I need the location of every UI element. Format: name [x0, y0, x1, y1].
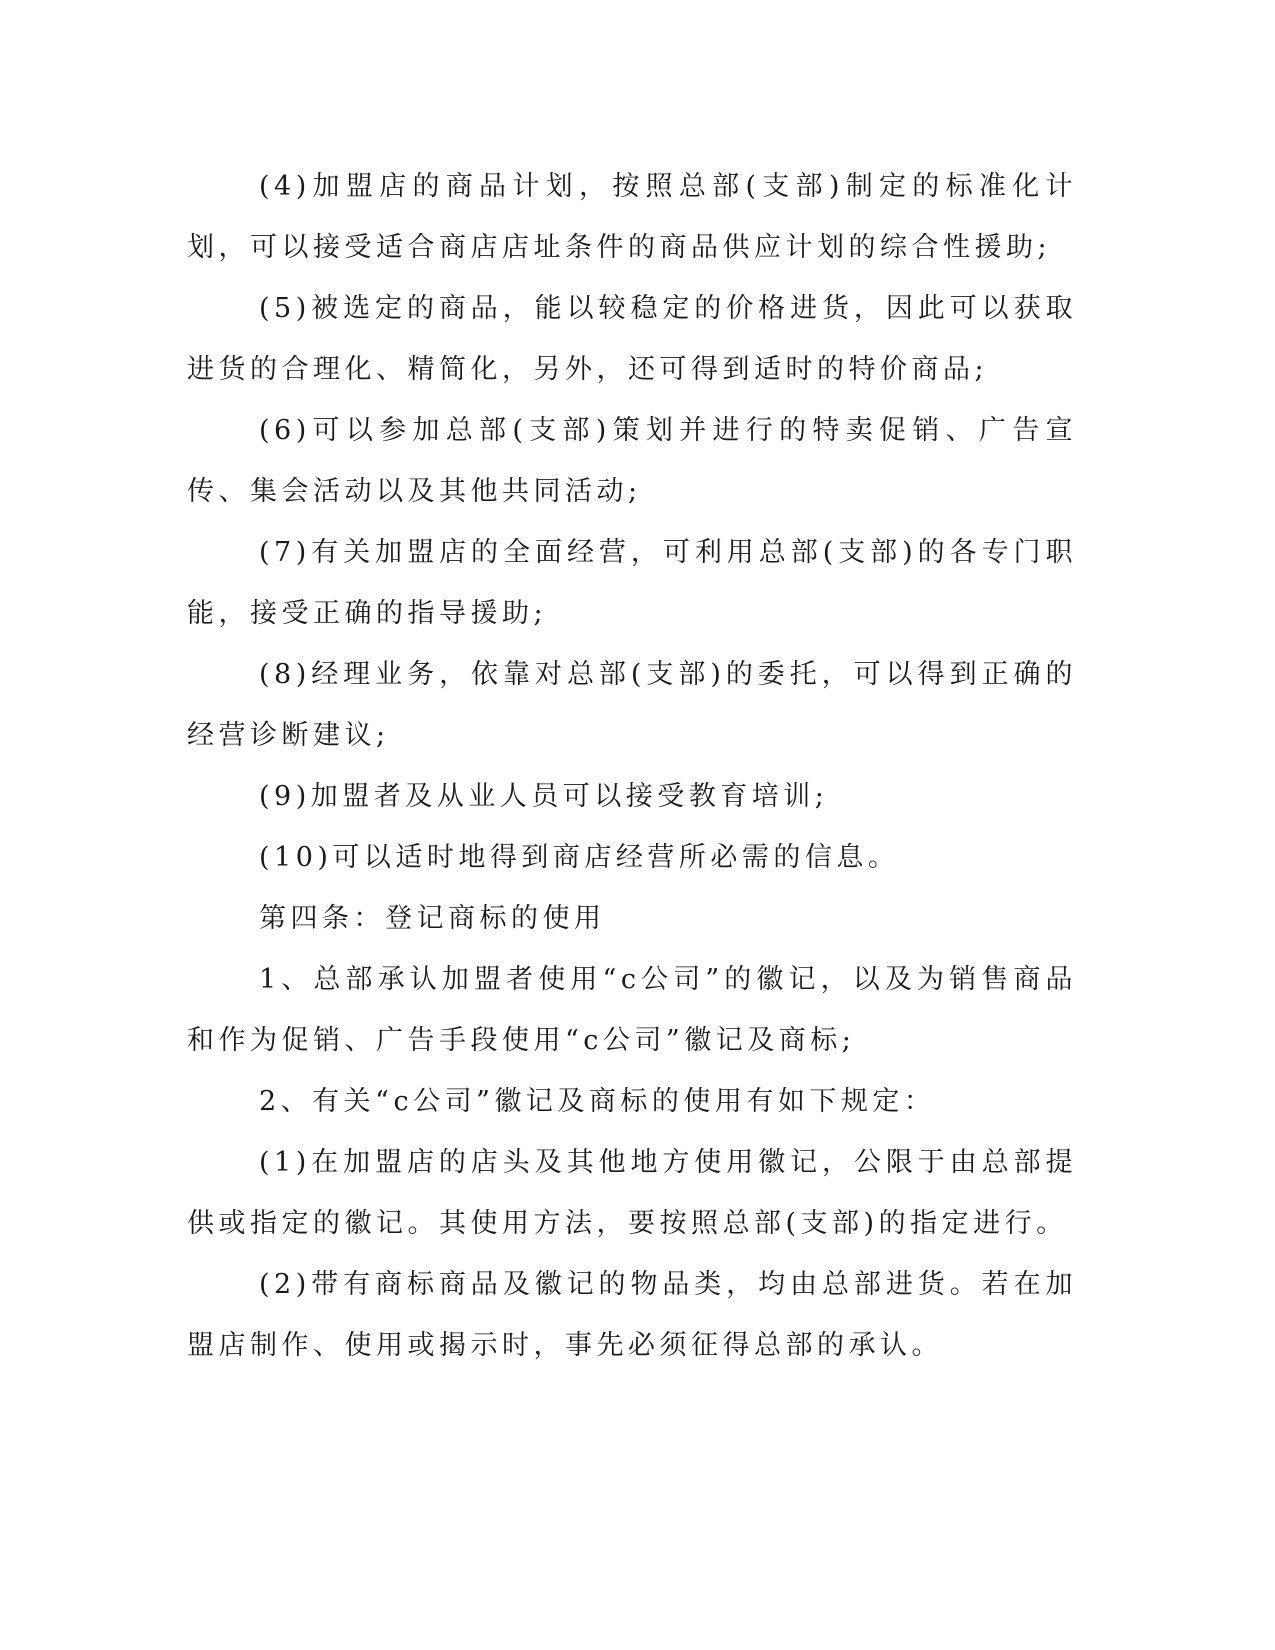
paragraph-item-7: (7)有关加盟店的全面经营，可利用总部(支部)的各专门职能，接受正确的指导援助; — [187, 537, 1077, 629]
paragraph-subitem-2: (2)带有商标商品及徽记的物品类，均由总部进货。若在加盟店制作、使用或揭示时，事先必须征得总部的承认。 — [187, 1269, 1077, 1361]
paragraph-item-5: (5)被选定的商品，能以较稳定的价格进货，因此可以获取进货的合理化、精简化，另外，还可得到适时的特价商品; — [187, 293, 1077, 385]
paragraph-item-8: (8)经理业务，依靠对总部(支部)的委托，可以得到正确的经营诊断建议; — [187, 659, 1077, 751]
paragraph-subitem-1: (1)在加盟店的店头及其他地方使用徽记，公限于由总部提供或指定的徽记。其使用方法，要按照总部(支部)的指定进行。 — [187, 1147, 1077, 1239]
article-4-heading: 第四条：登记商标的使用 — [259, 903, 606, 934]
paragraph-clause-2: 2、有关“c公司”徽记及商标的使用有如下规定： — [259, 1086, 936, 1117]
paragraph-item-6: (6)可以参加总部(支部)策划并进行的特卖促销、广告宣传、集会活动以及其他共同活动; — [187, 415, 1077, 507]
paragraph-item-4: (4)加盟店的商品计划，按照总部(支部)制定的标准化计划，可以接受适合商店店址条件的商品供应计划的综合性援助; — [187, 171, 1077, 263]
paragraph-item-10: (10)可以适时地得到商店经营所必需的信息。 — [259, 842, 900, 873]
paragraph-item-9: (9)加盟者及从业人员可以接受教育培训; — [259, 781, 829, 812]
paragraph-clause-1: 1、总部承认加盟者使用“c公司”的徽记，以及为销售商品和作为促销、广告手段使用“c公司”徽记及商标; — [187, 964, 1077, 1056]
document-page — [187, 156, 1077, 1376]
